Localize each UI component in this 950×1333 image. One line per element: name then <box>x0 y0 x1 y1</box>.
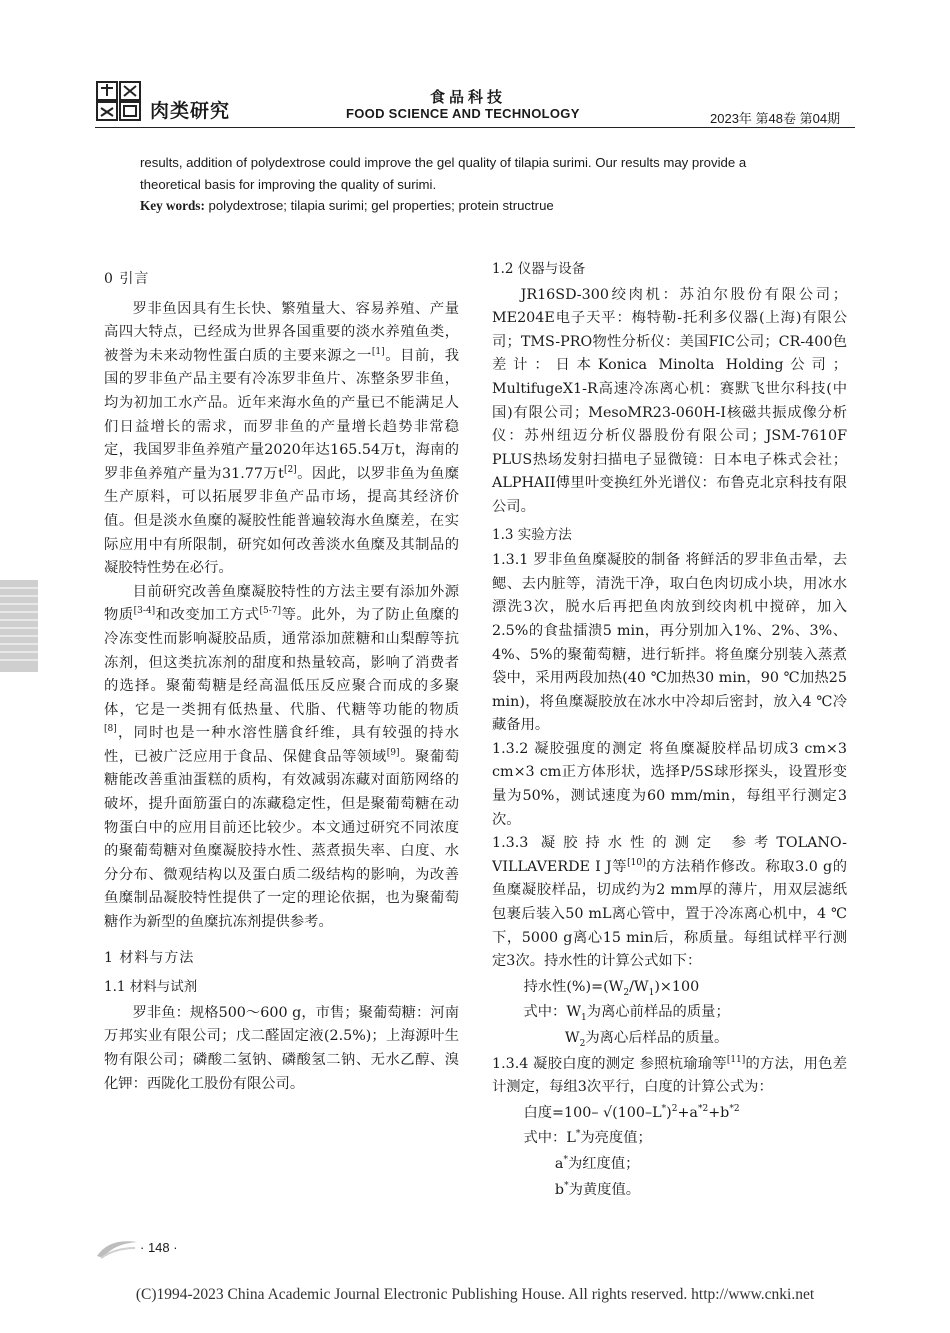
formula-where-1: 式中：$W_1$为离心前样品的质量； <box>523 1004 730 1024</box>
page-number: · 148 · <box>140 1240 178 1255</box>
section-title-en: FOOD SCIENCE AND TECHNOLOGY <box>346 106 580 121</box>
keywords <box>140 196 840 216</box>
abstract-line-2: theoretical basis for improving the quality of surimi. <box>140 177 437 192</box>
formula-whiteness: 白度=100– $√(100-L^*)^2+a^{*2}+b^{*2}$ <box>523 1104 740 1121</box>
materials-paragraph: 罗非鱼：规格500～600 g，市售；聚葡萄糖：河南万邦实业有限公司；戊二醛固定液(2.5%)；上海源叶生物有限公司；磷酸二氢钠、磷酸氢二钠、无水乙醇、溴化钾：西陇化工股份有限公司。 <box>104 1004 459 1092</box>
formula-where-l: 式中：L*为亮度值； <box>523 1129 652 1147</box>
journal-name: 肉类研究 <box>150 101 231 122</box>
formula-where-a: a*为红度值； <box>554 1155 640 1172</box>
formula-water-holding: 持水性$(\%)=(W_2/W_1)\times 100$ <box>523 978 700 998</box>
section-1-3-3: 1.3.3 凝胶持水性的测定 参考TOLANO-VILLAVERDE I J等[10]的方法稍作修改。称取3.0 g的鱼糜凝胶样品，切成约为2 mm厚的薄片，用双层滤纸包裹后装入50 mL离心管中，置于冷冻离心机中，4 ℃下，5000 g离心15 min后，称质量。每组试样平行测定3次。持水性的计算公式如下： <box>492 835 848 970</box>
heading-methods: 1 材料与方法 <box>104 949 195 966</box>
section-1-3-2: 1.3.2 凝胶强度的测定 将鱼糜凝胶样品切成3 cm×3 cm×3 cm正方体形状，选择P/5S球形探头，设置形变量为50%，测试速度为60 mm/min，每组平行测定3次。 <box>492 740 848 828</box>
journal-logo <box>95 80 143 122</box>
abstract-tail <box>140 152 840 196</box>
abstract-line-1: results, addition of polydextrose could improve the gel quality of tilapia surimi. Our results may provide a <box>140 155 747 170</box>
heading-materials: 1.1 材料与试剂 <box>104 979 198 996</box>
formula-where-2: $W_2$为离心后样品的质量。 <box>564 1030 729 1049</box>
section-1-3-1: 1.3.1 罗非鱼鱼糜凝胶的制备 将鲜活的罗非鱼击晕，去鳃、去内脏等，清洗干净，取白色肉切成小块，用冰水漂洗3次，脱水后再把鱼肉放到绞肉机中搅碎，加入2.5%的食盐擂溃5 min，再分别加入1%、2%、3%、4%、5%的聚葡萄糖，进行斩拌。将鱼糜分别装入蒸煮袋中，采用两段加热(40 ℃加热30 min，90 ℃加热25 min)，将鱼糜凝胶放在冰水中冷却后密封，放入4 ℃冷藏备用。 <box>492 552 848 734</box>
issue-info: 2023年 第48卷 第04期 <box>710 111 841 126</box>
heading-experimental-methods: 1.3 实验方法 <box>492 526 572 543</box>
left-column <box>104 258 459 1096</box>
instruments-paragraph: JR16SD-300绞肉机：苏泊尔股份有限公司；ME204E电子天平：梅特勒-托利多仪器(上海)有限公司；TMS-PRO物性分析仪：美国FIC公司；CR-400色差计：日本Konica Minolta Holding公司；MultifugeX1-R高速冷冻离心机：赛默飞世尔科技(中国)有限公司；MesoMR23-060H-I核磁共振成像分析仪：苏州纽迈分析仪器股份有限公司；JSM-7610F PLUS热场发射扫描电子显微镜：日本电子株式会社；ALPHAII傅里叶变换红外光谱仪：布鲁克北京科技有限公司。 <box>492 286 847 515</box>
section-title-cn: 食品科技 <box>430 89 507 106</box>
keywords-text: polydextrose; tilapia surimi; gel properties; protein structrue <box>204 198 554 213</box>
formula-where-b: b*为黄度值。 <box>554 1180 641 1198</box>
right-column <box>492 258 847 1204</box>
section-1-3-4: 1.3.4 凝胶白度的测定 参照杭瑜瑜等[11]的方法，用色差计测定，每组3次平行，白度的计算公式为： <box>492 1054 848 1096</box>
header-rule <box>95 127 855 128</box>
heading-introduction: 0 引言 <box>104 271 150 287</box>
intro-paragraph-2: 目前研究改善鱼糜凝胶特性的方法主要有添加外源物质[3-4]和改变加工方式[5-7]等。此外，为了防止鱼糜的冷冻变性而影响凝胶品质，通常添加蔗糖和山梨醇等抗冻剂，但这类抗冻剂的甜度和热量较高，影响了消费者的选择。聚葡萄糖是经高温低压反应聚合而成的多聚体，它是一类拥有低热量、代脂、代糖等功能的物质[8]，同时也是一种水溶性膳食纤维，具有较强的持水性，已被广泛应用于食品、保健食品等领域[9]。聚葡萄糖能改善重油蛋糕的质构，有效减弱冻藏对面筋网络的破坏，提升面筋蛋白的冻藏稳定性，但是聚葡萄糖在动物蛋白中的应用目前还比较少。本文通过研究不同浓度的聚葡萄糖对鱼糜凝胶持水性、蒸煮损失率、白度、水分分布、微观结构以及蛋白质二级结构的影响，为改善鱼糜制品凝胶特性提供了一定的理论依据，也为聚葡萄糖作为新型的鱼糜抗冻剂提供参考。 <box>104 583 460 931</box>
heading-instruments: 1.2 仪器与设备 <box>492 261 586 277</box>
intro-paragraph-1: 罗非鱼因具有生长快、繁殖量大、容易养殖、产量高四大特点，已经成为世界各国重要的淡水养殖鱼类，被誉为未来动物性蛋白质的主要来源之一[1]。目前，我国的罗非鱼产品主要有冷冻罗非鱼片、冻整条罗非鱼，均为初加工水产品。近年来海水鱼的产量已不能满足人们日益增长的需求，而罗非鱼的产量增长趋势非常稳定，我国罗非鱼养殖产量2020年达165.54万t，海南的罗非鱼养殖产量为31.77万t[2]。因此，以罗非鱼为鱼糜生产原料，可以拓展罗非鱼产品市场，提高其经济价值。但是淡水鱼糜的凝胶性能普遍较海水鱼糜差，在实际应用中有所限制，研究如何改善淡水鱼糜及其制品的凝胶特性势在必行。 <box>104 300 460 577</box>
keywords-label: Key words: <box>140 198 205 213</box>
side-band-decoration <box>0 580 38 672</box>
page-swoosh-icon <box>95 1234 139 1260</box>
copyright-footer: (C)1994-2023 China Academic Journal Electronic Publishing House. All rights reserved. http://www.cnki.net <box>135 1286 815 1303</box>
